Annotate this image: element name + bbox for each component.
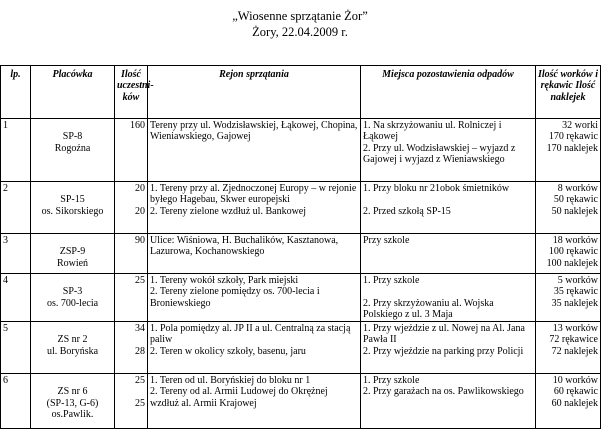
- cell-lp: 2: [1, 182, 31, 234]
- ilosc-value: 20: [135, 183, 145, 194]
- cell-miejsca: 1. Przy wjeździe z ul. Nowej na Al. Jana Pawła II 2. Przy wjeździe na parking przy Policji: [361, 322, 536, 374]
- cell-ilosc: [115, 274, 148, 322]
- ilosc-value: 160: [130, 120, 145, 131]
- table-row: [1, 322, 601, 374]
- cell-rejon: Tereny przy ul. Wodzisławskiej, Łąkowej, Chopina, Wieniawskiego, Gajowej: [148, 119, 361, 182]
- ilosc-value: 25: [135, 397, 145, 409]
- table-row: [1, 374, 601, 429]
- worki-line: 18 worków: [552, 235, 598, 246]
- table-row: [1, 182, 601, 234]
- placowka-line: ZS nr 2: [57, 334, 88, 346]
- placowka-line: SP-3: [62, 286, 83, 298]
- ilosc-value: 20: [135, 205, 145, 217]
- worki-line: 50 naklejek: [551, 205, 598, 217]
- cell-worki: [536, 182, 601, 234]
- cell-lp: 5: [1, 322, 31, 374]
- cell-miejsca: 1. Na skrzyżowaniu ul. Rolniczej i Łąkowej 2. Przy ul. Wodzisławskiej – wyjazd z Gajowej i wyjazd z Wieniawskiego: [361, 119, 536, 182]
- ilosc-value: 25: [135, 375, 145, 387]
- cell-miejsca: 1. Przy szkole 2. Przy garażach na os. Pawlikowskiego: [361, 374, 536, 429]
- cell-miejsca: Przy szkole: [361, 234, 536, 274]
- header-placowka: Placówka: [31, 66, 115, 119]
- worki-line: 5 worków: [557, 275, 598, 286]
- worki-line: 50 rękawic: [553, 194, 598, 206]
- ilosc-value: 34: [135, 323, 145, 335]
- cell-worki: [536, 119, 601, 182]
- cell-worki: [536, 322, 601, 374]
- worki-line: 13 worków: [552, 323, 598, 335]
- cell-worki: [536, 374, 601, 429]
- worki-line: 35 rękawic: [553, 286, 598, 298]
- placowka-line: os. 700-lecia: [46, 297, 99, 309]
- worki-line: 100 naklejek: [546, 257, 598, 269]
- ilosc-value: 28: [135, 345, 145, 357]
- cell-rejon: 1. Pola pomiędzy al. JP II a ul. Centralną za stacją paliw 2. Teren w okolicy szkoły, basenu, jaru: [148, 322, 361, 374]
- header-rejon: Rejon sprzątania: [148, 66, 361, 119]
- ilosc-value: 25: [135, 275, 145, 286]
- cell-placowka: [31, 234, 115, 274]
- cleanup-table: [0, 65, 601, 429]
- cell-lp: 6: [1, 374, 31, 429]
- placowka-line: os. Sikorskiego: [41, 205, 104, 217]
- worki-line: 72 naklejek: [551, 345, 598, 357]
- worki-line: 100 rękawic: [548, 246, 598, 258]
- worki-line: 32 worki: [562, 120, 598, 131]
- placowka-line: ZSP-9: [59, 246, 86, 258]
- cell-placowka: [31, 182, 115, 234]
- cell-rejon: 1. Teren od ul. Boryńskiej do bloku nr 1 2. Tereny od al. Armii Ludowej do Okrężnej wzdłuż al. Armii Krajowej: [148, 374, 361, 429]
- document-title: „Wiosenne sprzątanie Żor”: [232, 9, 368, 23]
- cell-miejsca: 1. Przy bloku nr 21obok śmietników 2. Przed szkołą SP-15: [361, 182, 536, 234]
- worki-line: 10 worków: [552, 375, 598, 387]
- header-lp: lp.: [1, 66, 31, 119]
- worki-line: 35 naklejek: [551, 297, 598, 309]
- cell-placowka: [31, 374, 115, 429]
- cell-miejsca: 1. Przy szkole 2. Przy skrzyżowaniu al. Wojska Polskiego z ul. 3 Maja: [361, 274, 536, 322]
- header-miejsca: Miejsca pozostawienia odpadów: [361, 66, 536, 119]
- cell-rejon: 1. Tereny przy al. Zjednoczonej Europy – w rejonie byłego Hagebau, Skwer europejski 2. Tereny zielone wzdłuż ul. Bankowej: [148, 182, 361, 234]
- placowka-line: (SP-13, G-6): [46, 397, 99, 409]
- placowka-line: Rowień: [56, 257, 89, 269]
- table-row: [1, 234, 601, 274]
- header-ilosc: Ilość uczestni-ków: [115, 66, 148, 119]
- cell-ilosc: [115, 182, 148, 234]
- placowka-line: SP-8: [62, 131, 83, 143]
- cell-ilosc: [115, 322, 148, 374]
- worki-line: 60 naklejek: [551, 397, 598, 409]
- placowka-line: SP-15: [60, 194, 85, 206]
- cell-rejon: 1. Tereny wokół szkoły, Park miejski 2. Tereny zielone pomiędzy os. 700-lecia i Broniewskiego: [148, 274, 361, 322]
- placowka-line: ul. Boryńska: [46, 345, 99, 357]
- worki-line: 60 rękawic: [553, 386, 598, 398]
- ilosc-value: 90: [135, 235, 145, 246]
- cell-ilosc: [115, 374, 148, 429]
- cell-lp: 1: [1, 119, 31, 182]
- cell-placowka: [31, 274, 115, 322]
- placowka-line: ZS nr 6: [57, 386, 88, 398]
- header-worki: Ilość worków i rękawic Ilość naklejek: [536, 66, 601, 119]
- cell-lp: 3: [1, 234, 31, 274]
- worki-line: 8 worków: [557, 183, 598, 194]
- cell-placowka: [31, 322, 115, 374]
- table-row: [1, 119, 601, 182]
- cell-placowka: [31, 119, 115, 182]
- cell-rejon: Ulice: Wiśniowa, H. Buchalików, Kasztanowa, Lazurowa, Kochanowskiego: [148, 234, 361, 274]
- document-subtitle: Żory, 22.04.2009 r.: [252, 25, 348, 39]
- placowka-line: Rogoźna: [54, 142, 91, 154]
- cell-lp: 4: [1, 274, 31, 322]
- cell-ilosc: [115, 119, 148, 182]
- table-header-row: [1, 66, 601, 119]
- table-row: [1, 274, 601, 322]
- cell-worki: [536, 274, 601, 322]
- worki-line: 170 naklejek: [546, 142, 598, 154]
- worki-line: 170 rękawic: [548, 131, 598, 143]
- cell-worki: [536, 234, 601, 274]
- worki-line: 72 rękawice: [549, 334, 598, 346]
- placowka-line: os.Pawlik.: [51, 409, 94, 421]
- cell-ilosc: [115, 234, 148, 274]
